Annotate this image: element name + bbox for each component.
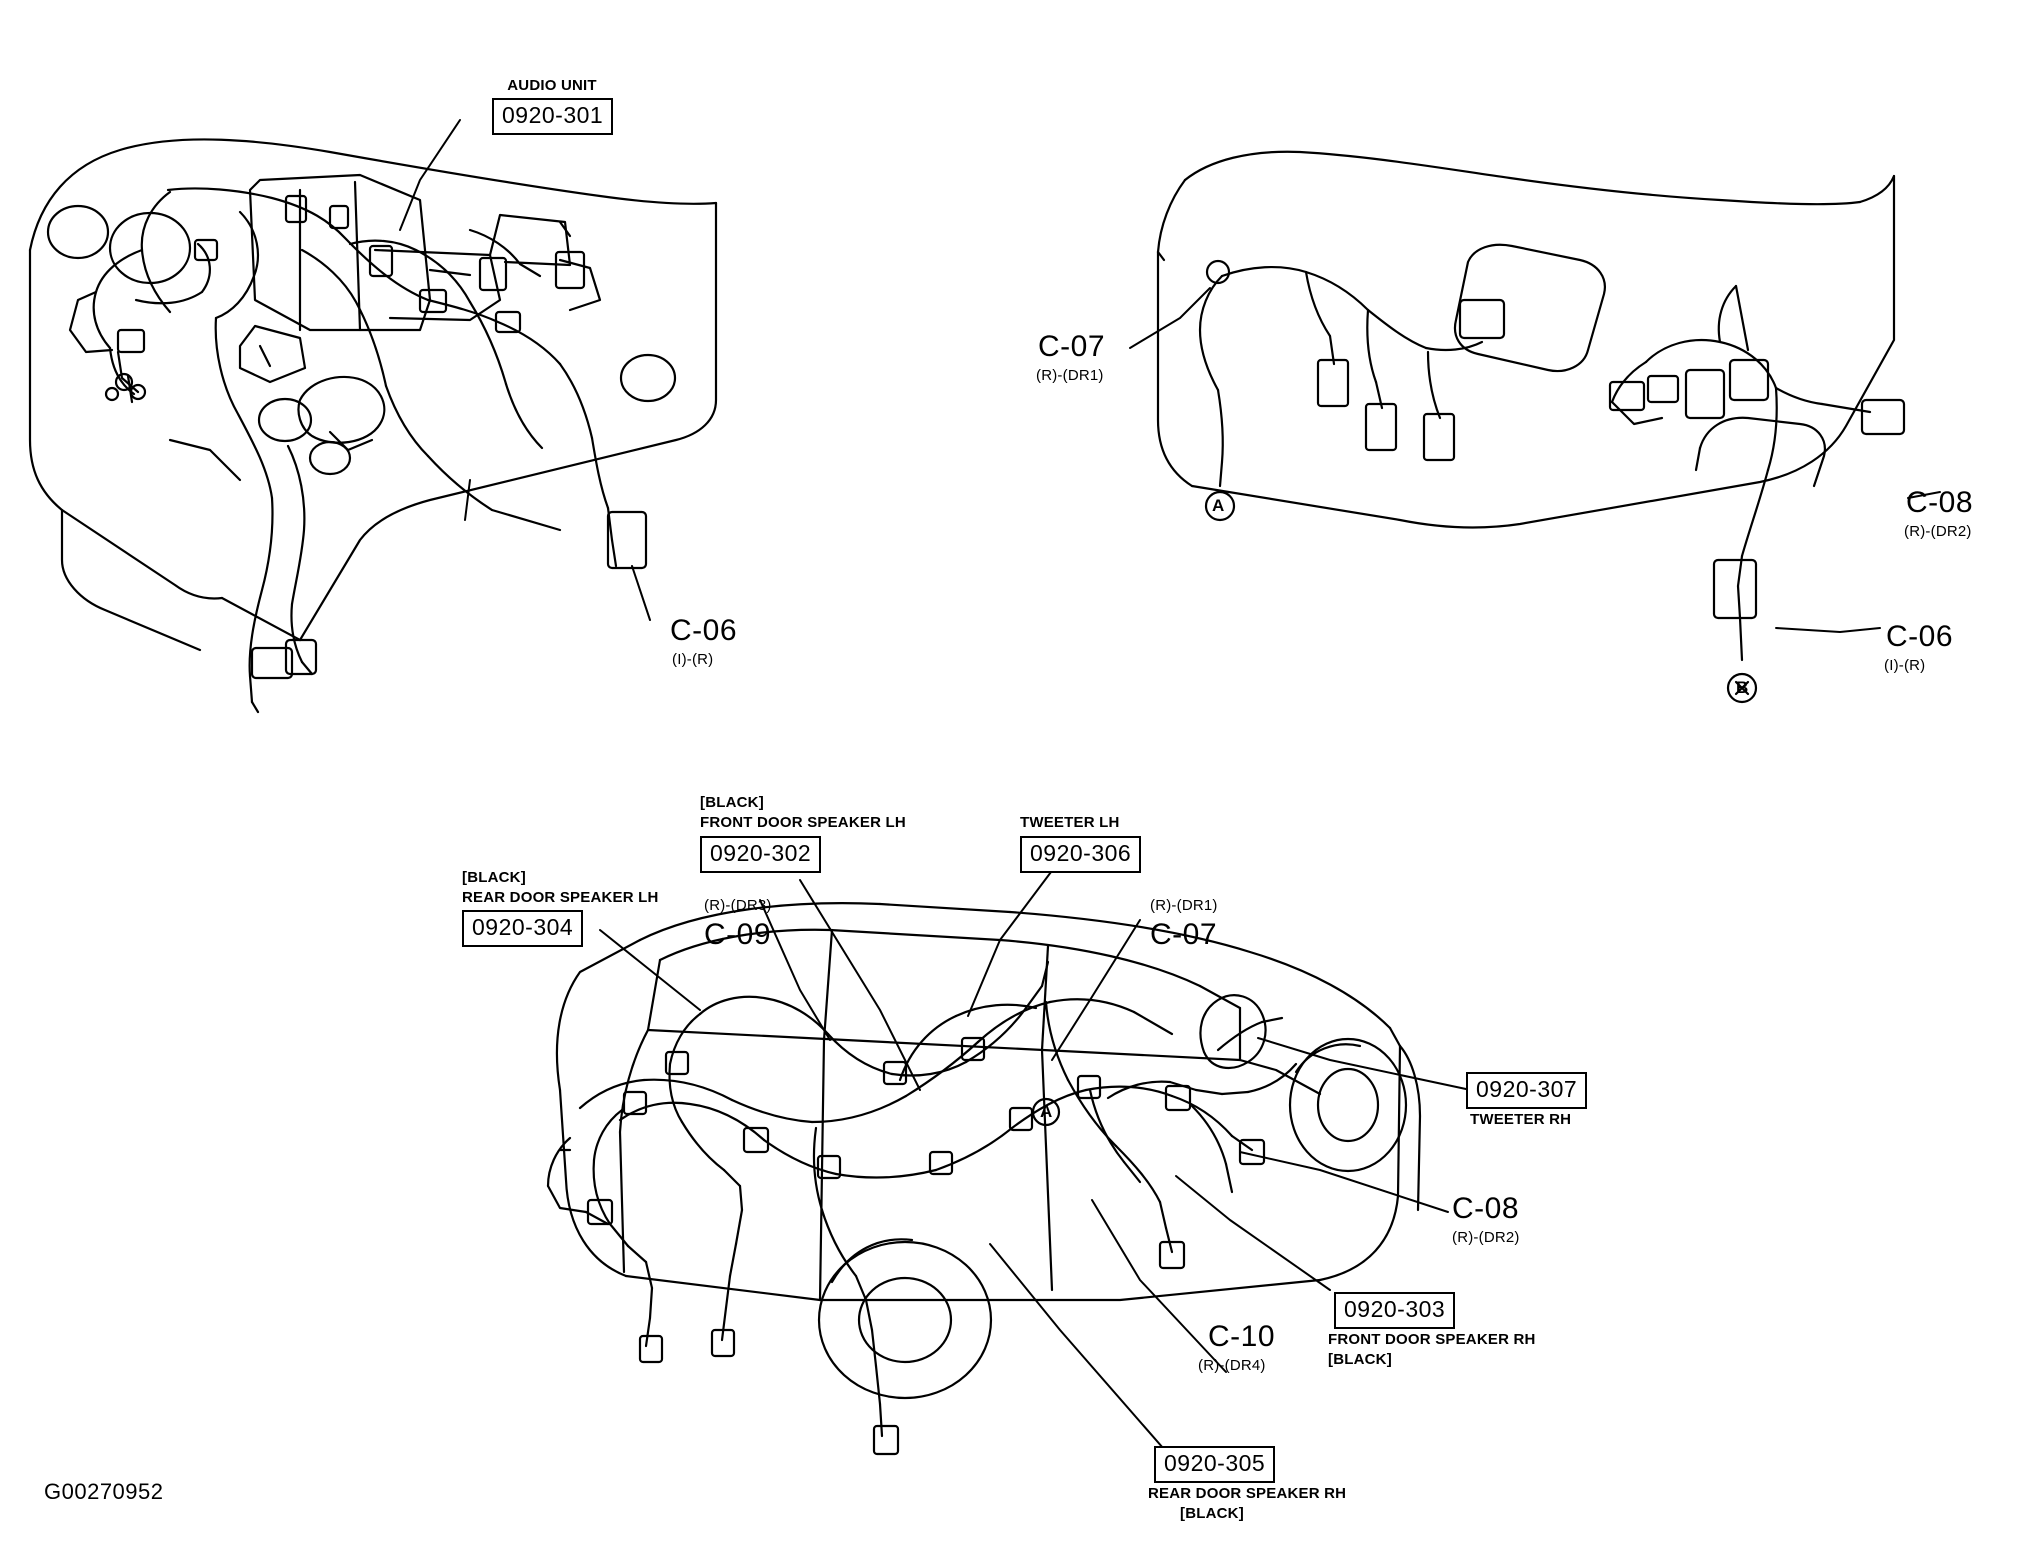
connector-sub-c-07-body: (R)-(DR1) (1150, 897, 1218, 914)
rear-door-speaker-rh-color: [BLACK] (1180, 1505, 1244, 1522)
connector-sub-c-08-body: (R)-(DR2) (1452, 1229, 1520, 1246)
connector-ref-c-06-dash[interactable]: C-06 (1886, 620, 1954, 653)
node-marker-a-dash: A (1212, 496, 1225, 515)
part-number-0920-307[interactable]: 0920-307 (1466, 1072, 1587, 1109)
rear-door-speaker-rh-caption: REAR DOOR SPEAKER RH (1148, 1485, 1347, 1502)
dashboard-left-outline (30, 120, 716, 712)
part-number-0920-302[interactable]: 0920-302 (700, 836, 821, 873)
part-number-0920-303[interactable]: 0920-303 (1334, 1292, 1455, 1329)
part-number-0920-304[interactable]: 0920-304 (462, 910, 583, 947)
part-number-0920-301[interactable]: 0920-301 (492, 98, 613, 135)
connector-sub-c-07-dash: (R)-(DR1) (1036, 367, 1104, 384)
connector-ref-c-08-body[interactable]: C-08 (1452, 1192, 1520, 1225)
connector-ref-c-06-left[interactable]: C-06 (670, 614, 738, 647)
connector-sub-c-10: (R)-(DR4) (1198, 1357, 1266, 1374)
rear-door-speaker-lh-color: [BLACK] (462, 869, 526, 886)
connector-sub-c-08-dash: (R)-(DR2) (1904, 523, 1972, 540)
node-marker-b-dash: B (1736, 678, 1749, 697)
part-number-0920-306[interactable]: 0920-306 (1020, 836, 1141, 873)
tweeter-rh-caption: TWEETER RH (1470, 1111, 1572, 1128)
dashboard-right-outline (1130, 152, 1940, 702)
front-door-speaker-lh-color: [BLACK] (700, 794, 764, 811)
front-door-speaker-rh-caption: FRONT DOOR SPEAKER RH (1328, 1331, 1536, 1348)
audio-unit-caption: AUDIO UNIT (507, 77, 597, 94)
front-door-speaker-rh-color: [BLACK] (1328, 1351, 1392, 1368)
tweeter-lh-caption: TWEETER LH (1020, 814, 1120, 831)
figure-id: G00270952 (44, 1479, 164, 1504)
part-number-0920-305[interactable]: 0920-305 (1154, 1446, 1275, 1483)
connector-ref-c-10[interactable]: C-10 (1208, 1320, 1276, 1353)
connector-ref-c-08-dash[interactable]: C-08 (1906, 486, 1974, 519)
front-door-speaker-lh-caption: FRONT DOOR SPEAKER LH (700, 814, 906, 831)
connector-ref-c-09[interactable]: C-09 (704, 918, 772, 951)
rear-door-speaker-lh-caption: REAR DOOR SPEAKER LH (462, 889, 659, 906)
node-marker-a-body: A (1040, 1102, 1053, 1121)
connector-ref-c-07-dash[interactable]: C-07 (1038, 330, 1106, 363)
connector-sub-c-09: (R)-(DR3) (704, 897, 772, 914)
connector-ref-c-07-body[interactable]: C-07 (1150, 918, 1218, 951)
connector-sub-c-06-left: (I)-(R) (672, 651, 714, 668)
connector-sub-c-06-dash: (I)-(R) (1884, 657, 1926, 674)
